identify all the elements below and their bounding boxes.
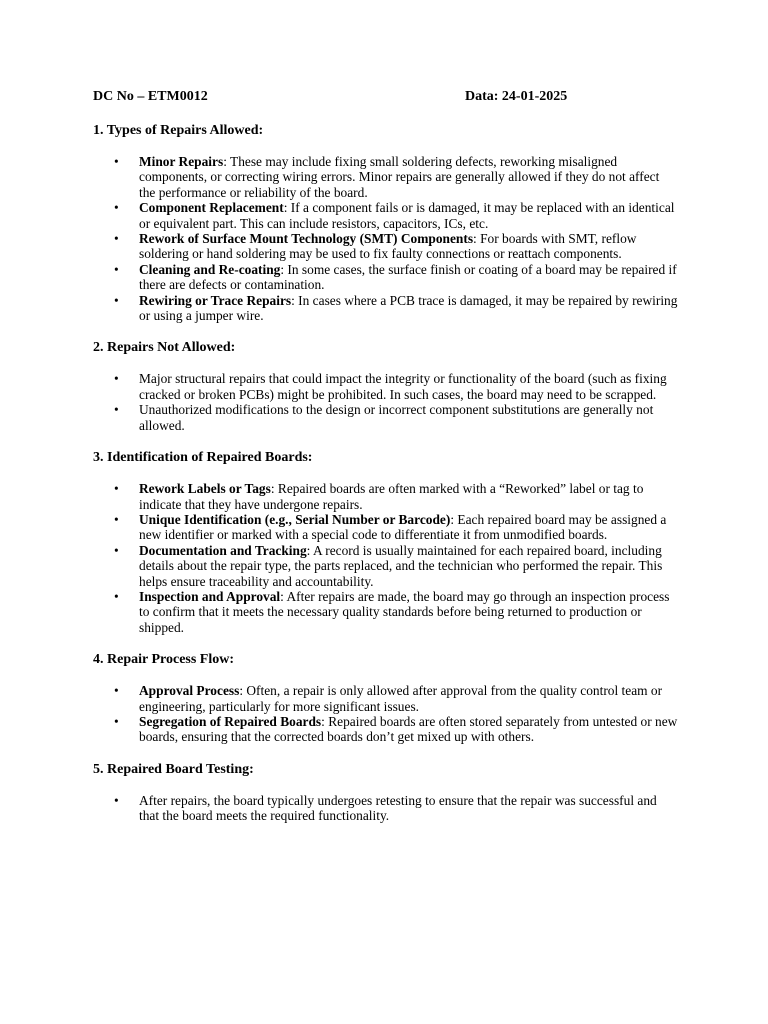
list-item: [93, 262, 678, 293]
item-term: Component Replacement: [139, 200, 284, 216]
item-term: Approval Process: [139, 683, 240, 699]
list-item: [93, 481, 678, 512]
item-term: Rework of Surface Mount Technology (SMT) Components: [139, 231, 474, 247]
item-text: : If a component fails or is damaged, it may be replaced with an identical or equivalent part. This can include resistors, capacitors, ICs, etc.: [139, 200, 675, 231]
item-text: Major structural repairs that could impact the integrity or functionality of the board (such as fixing cracked or broken PCBs) might be prohibited. In such cases, the board may need to be scrapped.: [139, 371, 667, 402]
list-board-testing: [93, 793, 678, 824]
item-text: : Often, a repair is only allowed after approval from the quality control team or engineering, particularly for more significant issues.: [139, 683, 663, 714]
section-title-repairs-not-allowed: 2. Repairs Not Allowed:: [93, 340, 236, 356]
item-term: Segregation of Repaired Boards: [139, 713, 322, 729]
item-text: : For boards with SMT, reflow soldering or hand soldering may be used to fix faulty connections or reattach components.: [139, 231, 637, 262]
item-term: Rework Labels or Tags: [139, 481, 271, 497]
list-item: [93, 402, 678, 433]
item-text: : Each repaired board may be assigned a new identifier or marked with a special code to differentiate it from unmodified boards.: [139, 511, 667, 543]
item-text: : A record is usually maintained for each repaired board, including details about the repair type, the parts replaced, and the technician who performed the repair. This helps ensure traceability and accountability.: [139, 542, 663, 589]
section-title-board-testing: 5. Repaired Board Testing:: [93, 761, 254, 777]
item-text: : Repaired boards are often stored separately from untested or new boards, ensuring that the corrected boards don’t get mixed up with others.: [139, 713, 678, 745]
list-item: [93, 293, 678, 324]
document-page: [93, 88, 678, 824]
list-identification: [93, 481, 678, 635]
section-title-process-flow: 4. Repair Process Flow:: [93, 652, 235, 668]
list-item: [93, 512, 678, 543]
list-item: [93, 793, 678, 824]
item-text: After repairs, the board typically undergoes retesting to ensure that the repair was successful and that the board meets the required functionality.: [139, 792, 657, 824]
item-text: Unauthorized modifications to the design or incorrect component substitutions are generally not allowed.: [139, 402, 654, 433]
section-title-identification: 3. Identification of Repaired Boards:: [93, 450, 313, 466]
item-term: Unique Identification (e.g., Serial Number or Barcode): [139, 511, 451, 527]
list-item: [93, 683, 678, 714]
list-process-flow: [93, 683, 678, 745]
document-date: Data: 24-01-2025: [465, 89, 568, 104]
list-repairs-not-allowed: [93, 371, 678, 433]
list-item: [93, 231, 678, 262]
dc-number: DC No – ETM0012: [93, 89, 208, 104]
item-term: Rewiring or Trace Repairs: [139, 292, 292, 308]
item-term: Minor Repairs: [139, 154, 224, 169]
item-text: : In some cases, the surface finish or coating of a board may be repaired if there are defects or contamination.: [139, 261, 677, 293]
list-item: [93, 371, 678, 402]
item-term: Inspection and Approval: [139, 588, 281, 604]
item-text: : These may include fixing small soldering defects, reworking misaligned components, or correcting wiring errors. Minor repairs are generally allowed if they do not affect the performance or reliability of the board.: [139, 154, 660, 200]
list-item: [93, 589, 678, 635]
list-repairs-allowed: [93, 154, 678, 323]
list-item: [93, 543, 678, 589]
item-term: Cleaning and Re-coating: [139, 261, 281, 277]
section-title-types-of-repairs: 1. Types of Repairs Allowed:: [93, 123, 264, 138]
item-text: : Repaired boards are often marked with a “Reworked” label or tag to indicate that they have undergone repairs.: [139, 481, 644, 512]
list-item: [93, 154, 678, 200]
document-header: [93, 88, 678, 106]
list-item: [93, 714, 678, 745]
item-text: : In cases where a PCB trace is damaged, it may be repaired by rewiring or using a jumper wire.: [139, 292, 678, 324]
list-item: [93, 200, 678, 231]
item-term: Documentation and Tracking: [139, 542, 307, 558]
item-text: : After repairs are made, the board may go through an inspection process to confirm that it meets the necessary quality standards before being returned to production or shipped.: [139, 588, 670, 635]
